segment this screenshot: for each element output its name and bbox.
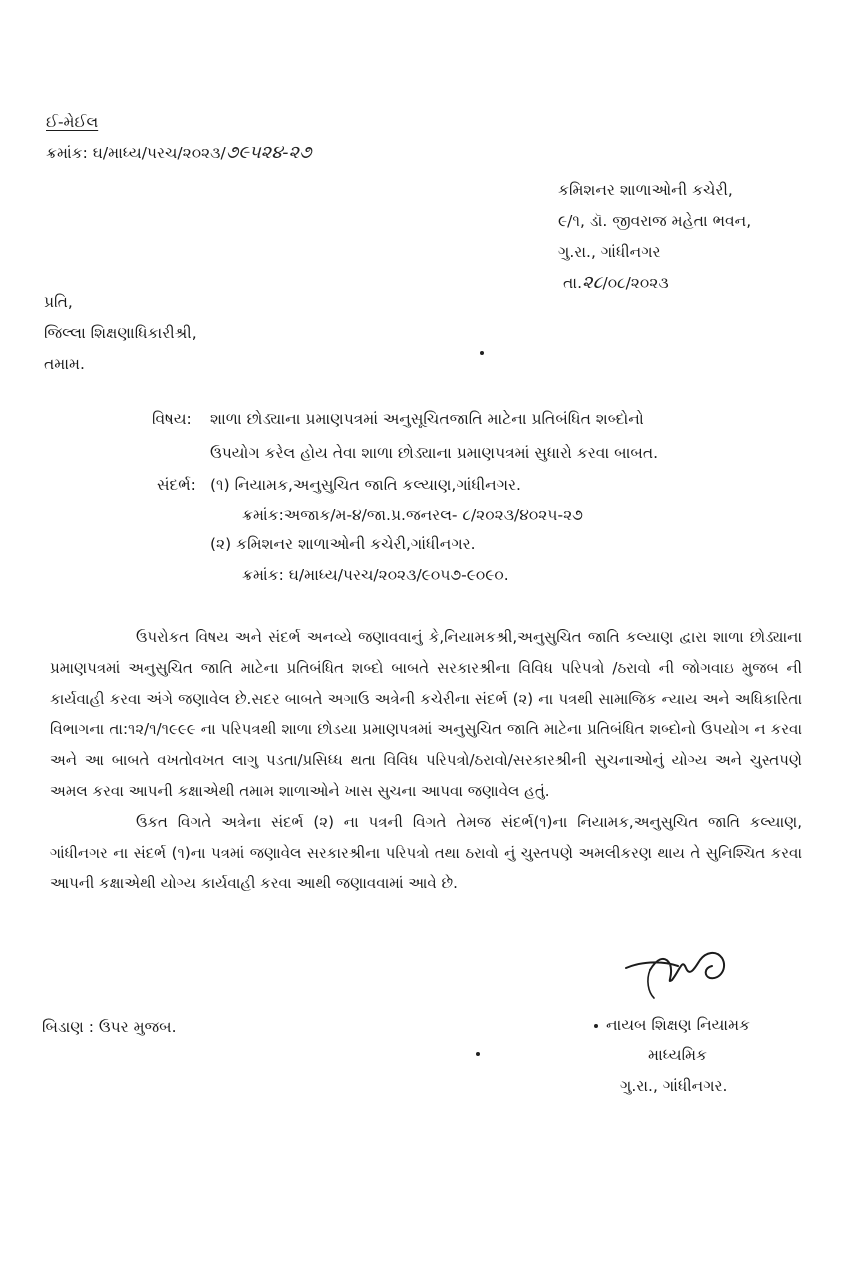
- designation-line-3: ગુ.રા., ગાંધીનગર.: [620, 1077, 728, 1095]
- body-paragraph-2: ઉકત વિગતે અત્રેના સંદર્ભ (૨) ના પત્રની વિગતે તેમજ સંદર્ભ(૧)ના નિયામક,અનુસુચિત જાતિ કલ્યાણ, ગાંધીનગર ના સંદર્ભ (૧)ના પત્રમાં જણાવેલ સરકારશ્રીના પરિપત્રો તથા ઠરાવો નું ચુસ્તપણે અમલીકરણ થાય તે સુનિશ્ચિત કરવા આપની કક્ષાએથી યોગ્ય કાર્યવાહી કરવા આથી જણાવવામાં આવે છે.: [50, 812, 802, 893]
- reference-prefix: ક્રમાંક: ઘ/માધ્ય/પરચ/૨૦૨૩/: [46, 144, 226, 162]
- reference-number: [46, 143, 312, 163]
- speck-mark-2: [476, 1052, 480, 1056]
- signature-mark: [620, 940, 760, 1010]
- bullet-mark: [594, 1024, 598, 1028]
- letter-body: [50, 622, 802, 899]
- reference-2: (૨) કમિશનર શાળાઓની કચેરી,ગાંધીનગર.: [210, 535, 476, 553]
- office-line-3: ગુ.રા., ગાંધીનગર: [558, 243, 661, 261]
- reference-2-number: ક્રમાંક: ઘ/માધ્ય/પરચ/૨૦૨૩/૯૦૫૭-૯૦૯૦.: [242, 566, 509, 584]
- recipient-all: તમામ.: [44, 355, 85, 373]
- designation-line-1: નાયબ શિક્ષણ નિયામક: [606, 1016, 750, 1034]
- designation-line-2: માધ્યમિક: [648, 1046, 707, 1064]
- enclosure-note: બિડાણ : ઉપર મુજબ.: [42, 1018, 177, 1036]
- signatory-designation: [594, 1015, 750, 1035]
- office-line-2: ૯/૧, ડૉ. જીવરાજ મહેતા ભવન,: [558, 212, 752, 230]
- body-paragraph-1: ઉપરોકત વિષય અને સંદર્ભ અનવ્યે જણાવવાનું કે,નિયામકશ્રી,અનુસુચિત જાતિ કલ્યાણ દ્વારા શાળા છોડ્યાના પ્રમાણપત્રમાં અનુસુચિત જાતિ માટેના પ્રતિબંધિત શબ્દો બાબતે સરકારશ્રીના વિવિધ પરિપત્રો /ઠરાવો ની જોગવાઇ મુજબ ની કાર્યવાહી કરવા અંગે જણાવેલ છે.સદર બાબતે અગાઉ અત્રેની કચેરીના સંદર્ભ (૨) ના પત્રથી સામાજિક ન્યાય અને અધિકારિતા વિભાગના તા:૧૨/૧/૧૯૯૯ ના પરિપત્રથી શાળા છોડયા પ્રમાણપત્રમાં અનુસુચિત જાતિ માટેના પ્રતિબંધિત શબ્દોનો ઉપયોગ ન કરવા અને આ બાબતે વખતોવખત લાગુ પડતા/પ્રસિધ્ધ થતા વિવિધ પરિપત્રો/ઠરાવો/સરકારશ્રીની સુચનાઓનું યોગ્ય અને ચુસ્તપણે અમલ કરવા આપની કક્ષાએથી તમામ શાળાઓને ખાસ સુચના આપવા જણાવેલ હતું.: [50, 628, 802, 800]
- reference-handwritten: ૭૯૫૨૪-૨૭: [225, 142, 312, 163]
- recipient-prati: પ્રતિ,: [44, 293, 73, 311]
- letter-date: [563, 273, 669, 293]
- email-label: ઈ-મેઈલ: [46, 113, 99, 131]
- subject-line-1: શાળા છોડ્યાના પ્રમાણપત્રમાં અનુસૂચિતજાતિ માટેના પ્રતિબંધિત શબ્દોનો: [210, 410, 644, 428]
- office-line-1: કમિશનર શાળાઓની કચેરી,: [558, 181, 733, 199]
- reference-1-number: ક્રમાંક:અજાક/મ-૪/જા.પ્ર.જનરલ- ૮/૨૦૨૩/૪૦૨૫-૨૭: [242, 506, 583, 524]
- reference-1: (૧) નિયામક,અનુસુચિત જાતિ કલ્યાણ,ગાંધીનગર.: [210, 476, 521, 494]
- subject-label: વિષય:: [152, 410, 192, 428]
- date-prefix: તા.: [563, 274, 583, 292]
- speck-mark: [480, 351, 484, 355]
- recipient-to: જિલ્લા શિક્ષણાધિકારીશ્રી,: [44, 324, 197, 342]
- reference-label: સંદર્ભ:: [157, 476, 196, 494]
- date-handwritten: ૨૮: [582, 272, 603, 293]
- subject-line-2: ઉપયોગ કરેલ હોય તેવા શાળા છોડ્યાના પ્રમાણપત્રમાં સુધારો કરવા બાબત.: [210, 444, 659, 462]
- date-rest: /૦૮/૨૦૨૩: [602, 274, 669, 292]
